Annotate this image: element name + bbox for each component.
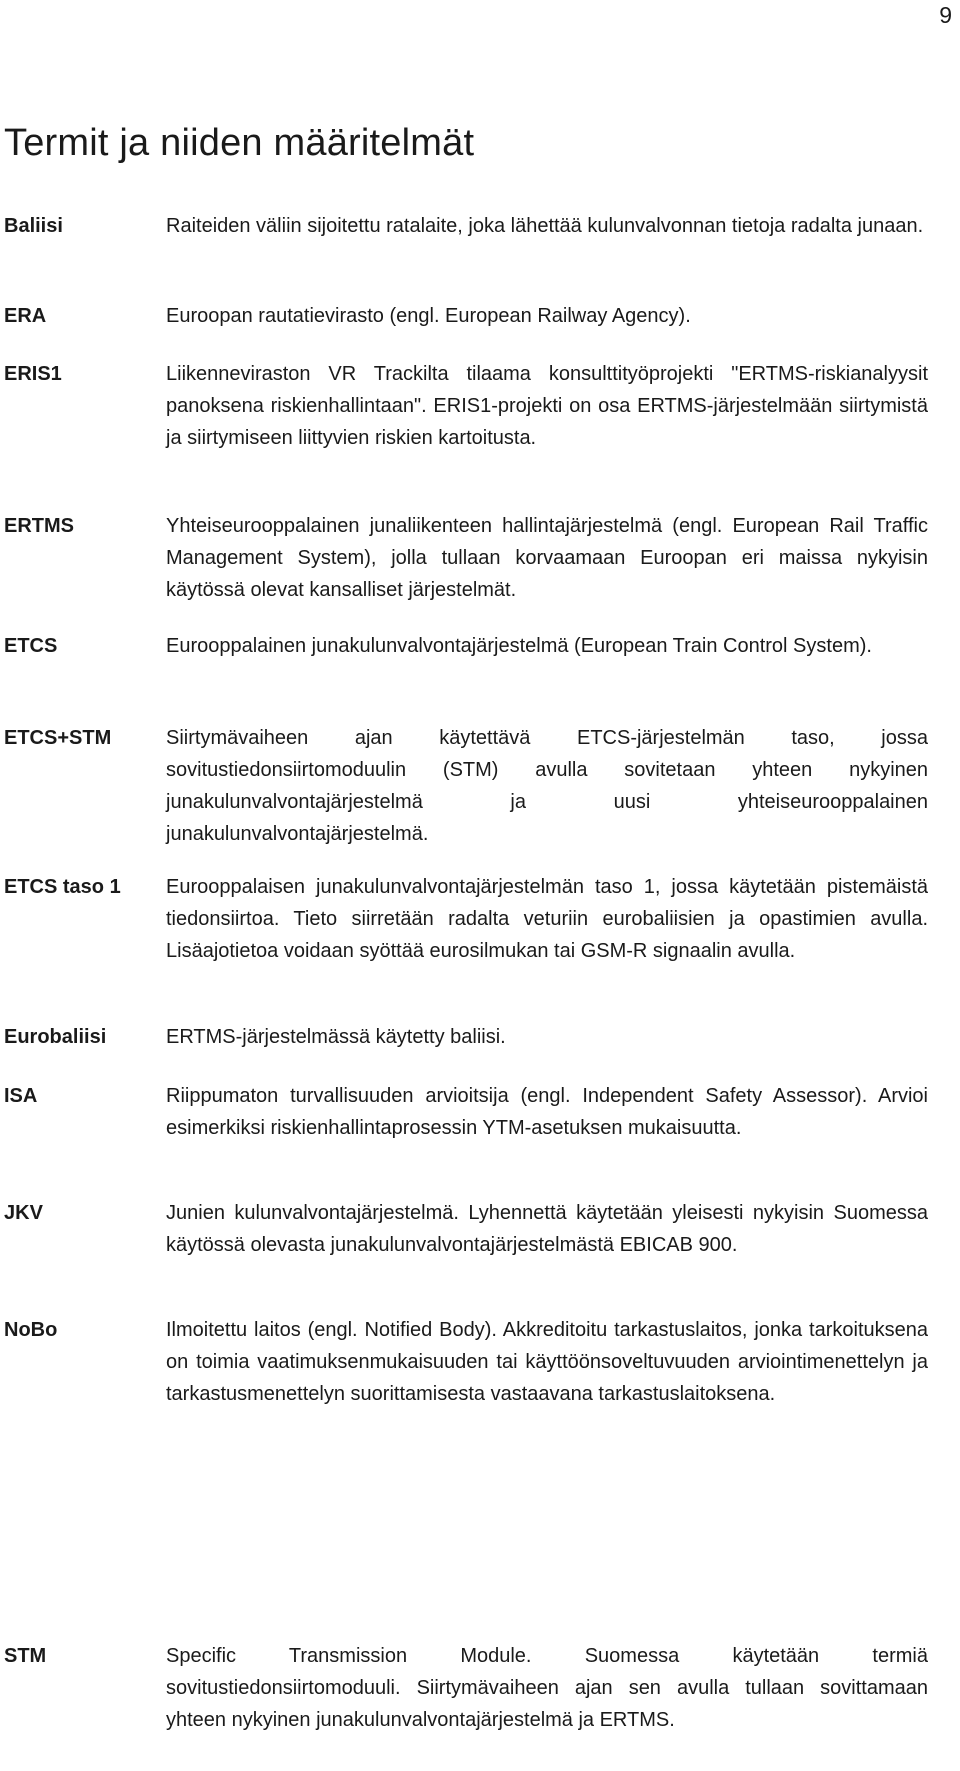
term-name: ETCS [4,635,58,657]
term-definition: Riippumaton turvallisuuden arvioitsija (engl. Independent Safety Assessor). Arvioi esimerkiksi riskienhallintaprosessin YTM-asetuksen mukaisuutta. [166,1085,928,1139]
term-definition: Eurooppalainen junakulunvalvontajärjestelmä (European Train Control System). [166,635,872,657]
term-name: ERTMS [4,515,74,537]
term-name: ERIS1 [4,363,62,385]
term-definition: Specific Transmission Module. Suomessa käytetään termiä sovitustiedonsiirtomoduuli. Siirtymävaiheen ajan sen avulla tullaan sovittamaan yhteen nykyinen junakulunvalvontajärjestelmä ja ERTMS. [166,1645,928,1731]
term-definition: Eurooppalaisen junakulunvalvontajärjestelmän taso 1, jossa käytetään pistemäistä tiedonsiirtoa. Tieto siirretään radalta veturiin eurobaliisien ja opastimien avulla. Lisäajotietoa voidaan syöttää eurosilmukan tai GSM-R signaalin avulla. [166,876,928,962]
term-definition: Liikenneviraston VR Trackilta tilaama konsulttityöprojekti "ERTMS-riskianalyysit panoksena riskienhallintaan". ERIS1-projekti on osa ERTMS-järjestelmään siirtymistä ja siirtymiseen liittyvien riskien kartoitusta. [166,363,928,449]
term-definition: ERTMS-järjestelmässä käytetty baliisi. [166,1026,506,1048]
term-name: ETCS+STM [4,727,112,749]
term-name: Eurobaliisi [4,1026,107,1048]
term-name: ISA [4,1085,38,1107]
term-name: NoBo [4,1319,58,1341]
term-definition: Ilmoitettu laitos (engl. Notified Body). Akkreditoitu tarkastuslaitos, jonka tarkoituksena on toimia vaatimuksenmukaisuuden tai käyttöönsoveltuvuuden arviointimenettelyn ja tarkastusmenettelyn suorittamisesta vastaavana tarkastuslaitoksena. [166,1319,928,1405]
page-title: Termit ja niiden määritelmät [4,122,475,164]
term-definition: Siirtymävaiheen ajan käytettävä ETCS-järjestelmän taso, jossa sovitustiedonsiirtomoduulin (STM) avulla sovitetaan yhteen nykyinen junakulunvalvontajärjestelmä ja uusi yhteiseurooppalainen junakulunvalvontajärjestelmä. [166,727,928,845]
term-name: ERA [4,305,47,327]
term-definition: Raiteiden väliin sijoitettu ratalaite, joka lähettää kulunvalvonnan tietoja radalta junaan. [166,215,924,237]
page-number: 9 [939,2,952,28]
term-name: STM [4,1645,47,1667]
term-name: Baliisi [4,215,63,237]
term-definition: Yhteiseurooppalainen junaliikenteen hallintajärjestelmä (engl. European Rail Traffic Management System), jolla tullaan korvaamaan Euroopan eri maissa nykyisin käytössä olevat kansalliset järjestelmät. [166,515,928,601]
term-definition: Junien kulunvalvontajärjestelmä. Lyhennettä käytetään yleisesti nykyisin Suomessa käytössä olevasta junakulunvalvontajärjestelmästä EBICAB 900. [166,1202,928,1256]
term-definition: Euroopan rautatievirasto (engl. European Railway Agency). [166,305,691,327]
term-name: ETCS taso 1 [4,876,121,898]
term-name: JKV [4,1202,43,1224]
